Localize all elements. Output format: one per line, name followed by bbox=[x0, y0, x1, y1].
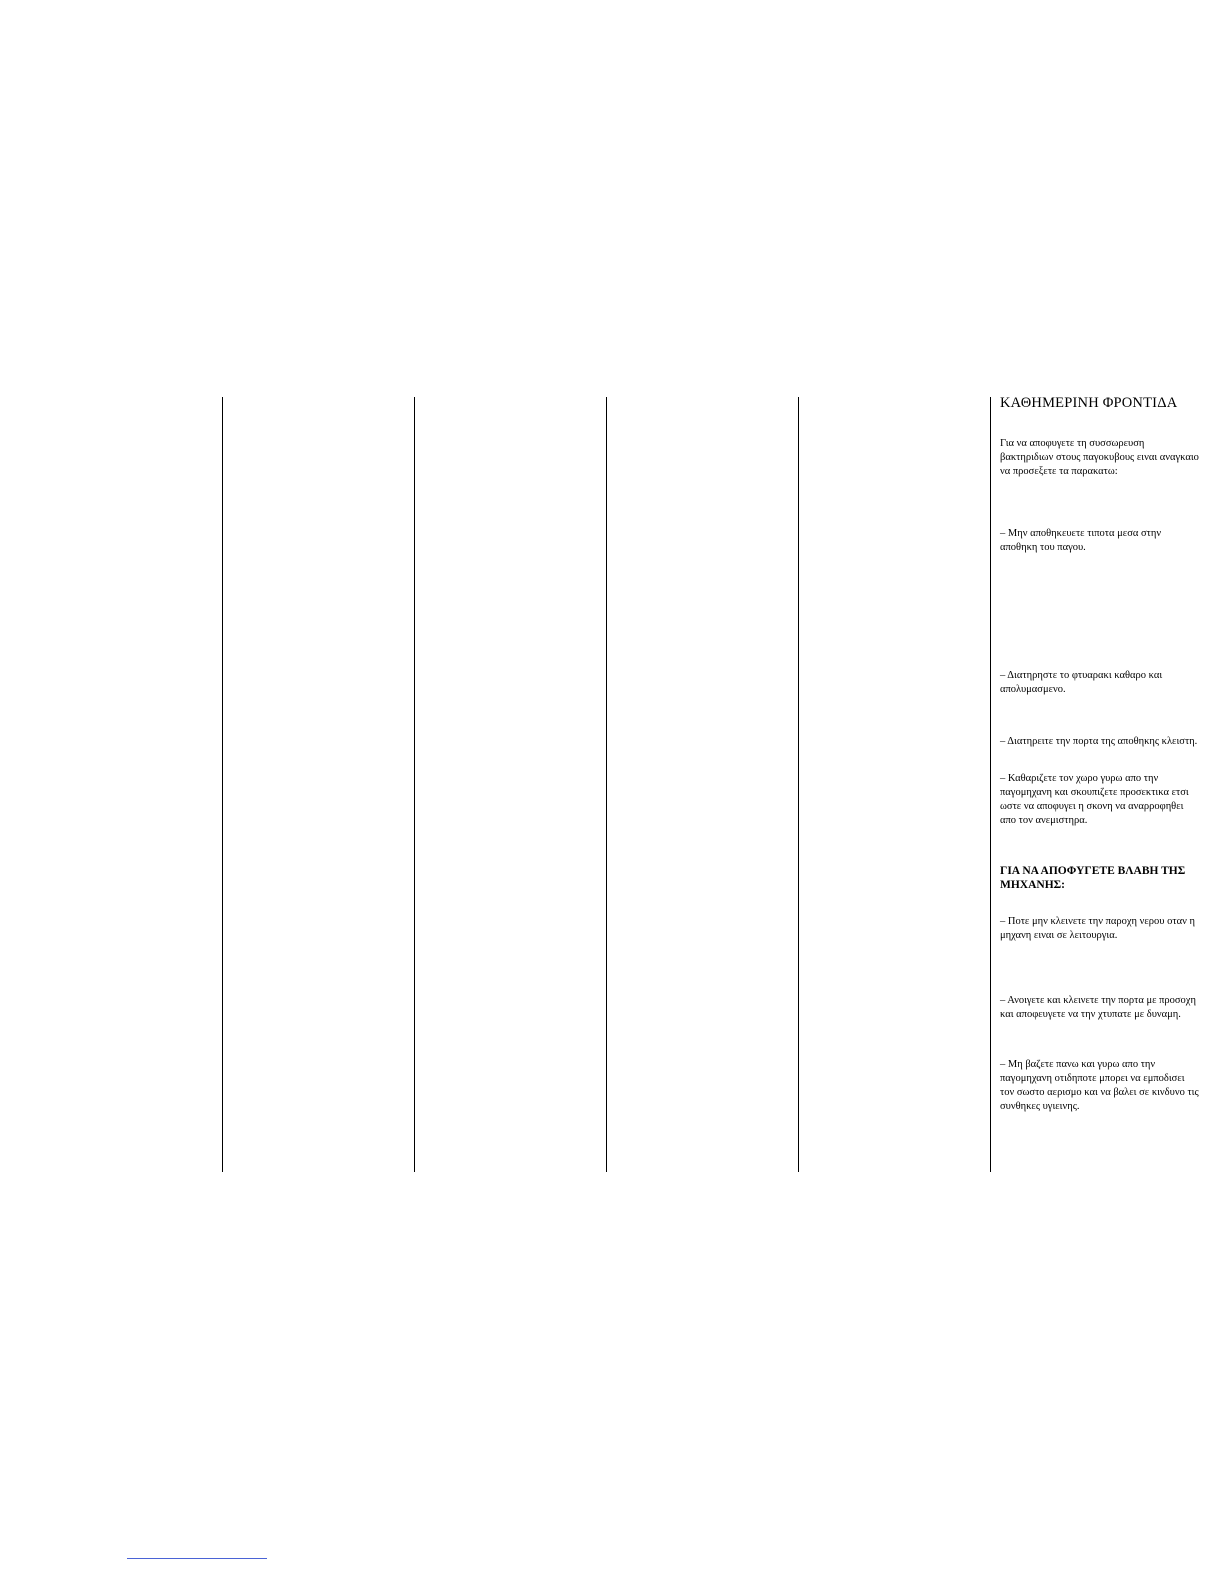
column-divider-1 bbox=[222, 397, 223, 1172]
column-divider-4 bbox=[798, 397, 799, 1172]
column-divider-3 bbox=[606, 397, 607, 1172]
footer-rule bbox=[127, 1558, 267, 1559]
care-item-scoop: – Διατηρηστε το φτυαρακι καθαρο και απολυμασμενο. bbox=[1000, 670, 1163, 695]
care-item-door: – Διατηρειτε την πορτα της αποθηκης κλειστη. bbox=[1000, 736, 1198, 747]
care-item-cleaning: – Καθαριζετε τον χωρο γυρω απο την παγομηχανη και σκουπιζετε προσεκτικα ετσι ωστε να αποφυγει η σκονη να αναρροφηθει απο τον ανεμιστηρα. bbox=[1000, 773, 1189, 826]
section-title: ΚΑΘΗΜΕΡΙΝΗ ΦΡΟΝΤΙΔΑ bbox=[1000, 395, 1178, 411]
damage-item-door: – Ανοιγετε και κλεινετε την πορτα με προσοχη και αποφευγετε να την χτυπατε με δυναμη. bbox=[1000, 995, 1196, 1020]
damage-item-ventilation: – Μη βαζετε πανω και γυρω απο την παγομηχανη οτιδηποτε μπορει να εμποδισει τον σωστο αερισμο και να βαλει σε κινδυνο τις συνθηκες υγιεινης. bbox=[1000, 1059, 1199, 1112]
intro-paragraph: Για να αποφυγετε τη συσσωρευση βακτηριδιων στους παγοκυβους ειναι αναγκαιο να προσεξετε τα παρακατω: bbox=[1000, 438, 1199, 477]
damage-title: ΓΙΑ ΝΑ ΑΠΟΦΥΓΕΤΕ ΒΛΑΒΗ ΤΗΣ ΜΗΧΑΝΗΣ: bbox=[1000, 865, 1186, 891]
damage-item-water: – Ποτε μην κλεινετε την παροχη νερου οταν η μηχανη ειναι σε λειτουργια. bbox=[1000, 916, 1195, 941]
column-divider-5 bbox=[990, 397, 991, 1172]
care-item-storage: – Μην αποθηκευετε τιποτα μεσα στην αποθηκη του παγου. bbox=[1000, 528, 1162, 553]
column-divider-2 bbox=[414, 397, 415, 1172]
